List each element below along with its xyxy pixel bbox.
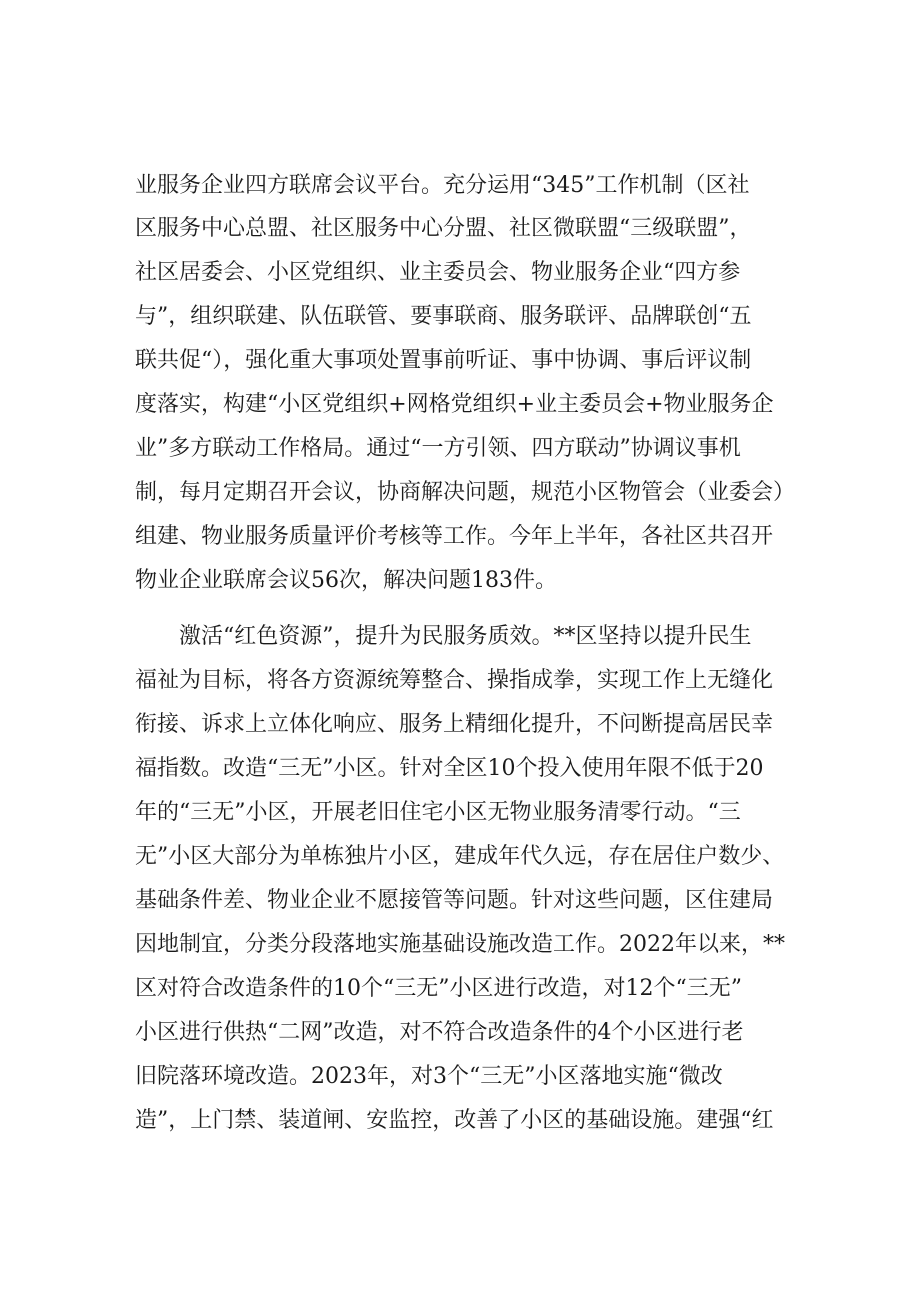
text-line: 年的“三无”小区，开展老旧住宅小区无物业服务清零行动。“三 [135, 800, 741, 825]
text-line: 联共促“），强化重大事项处置事前听证、事中协调、事后评议制 [135, 348, 752, 373]
text-line: 与”，组织联建、队伍联管、要事联商、服务联评、品牌联创“五 [135, 304, 752, 329]
text-line: 福指数。改造“三无”小区。针对全区10个投入使用年限不低于20 [135, 756, 764, 781]
text-line: 衔接、诉求上立体化响应、服务上精细化提升，不问断提高居民幸 [135, 712, 774, 737]
text-line: 区服务中心总盟、社区服务中心分盟、社区微联盟“三级联盟”， [135, 216, 752, 241]
text-line: 旧院落环境改造。2023年，对3个“三无”小区落地实施“微改 [135, 1064, 723, 1089]
text-line: 小区进行供热“二网”改造，对不符合改造条件的4个小区进行老 [135, 1020, 744, 1045]
text-line: 业服务企业四方联席会议平台。充分运用“345”工作机制（区社 [135, 173, 750, 198]
text-line: 物业企业联席会议56次，解决问题183件。 [135, 568, 557, 593]
text-line: 度落实，构建“小区党组织+网格党组织+业主委员会+物业服务企 [135, 392, 774, 417]
text-line: 社区居委会、小区党组织、业主委员会、物业服务企业“四方参 [135, 260, 741, 285]
text-line: 基础条件差、物业企业不愿接管等问题。针对这些问题，区住建局 [135, 888, 774, 913]
text-line: 激活“红色资源”，提升为民服务质效。**区坚持以提升民生 [179, 624, 752, 649]
text-line: 区对符合改造条件的10个“三无”小区进行改造，对12个“三无” [135, 976, 742, 1001]
text-line: 组建、物业服务质量评价考核等工作。今年上半年，各社区共召开 [135, 524, 774, 549]
text-line: 业”多方联动工作格局。通过“一方引领、四方联动”协调议事机 [135, 436, 741, 461]
text-line: 福祉为目标，将各方资源统筹整合、操指成拳，实现工作上无缝化 [135, 668, 774, 693]
text-line: 造”，上门禁、装道闸、安监控，改善了小区的基础设施。建强“红 [135, 1108, 774, 1133]
text-line: 制，每月定期召开会议，协商解决问题，规范小区物管会（业委会） [135, 480, 796, 505]
text-line: 因地制宜，分类分段落地实施基础设施改造工作。2022年以来，** [135, 932, 785, 957]
text-line: 无”小区大部分为单栋独片小区，建成年代久远，存在居住户数少、 [135, 844, 785, 869]
